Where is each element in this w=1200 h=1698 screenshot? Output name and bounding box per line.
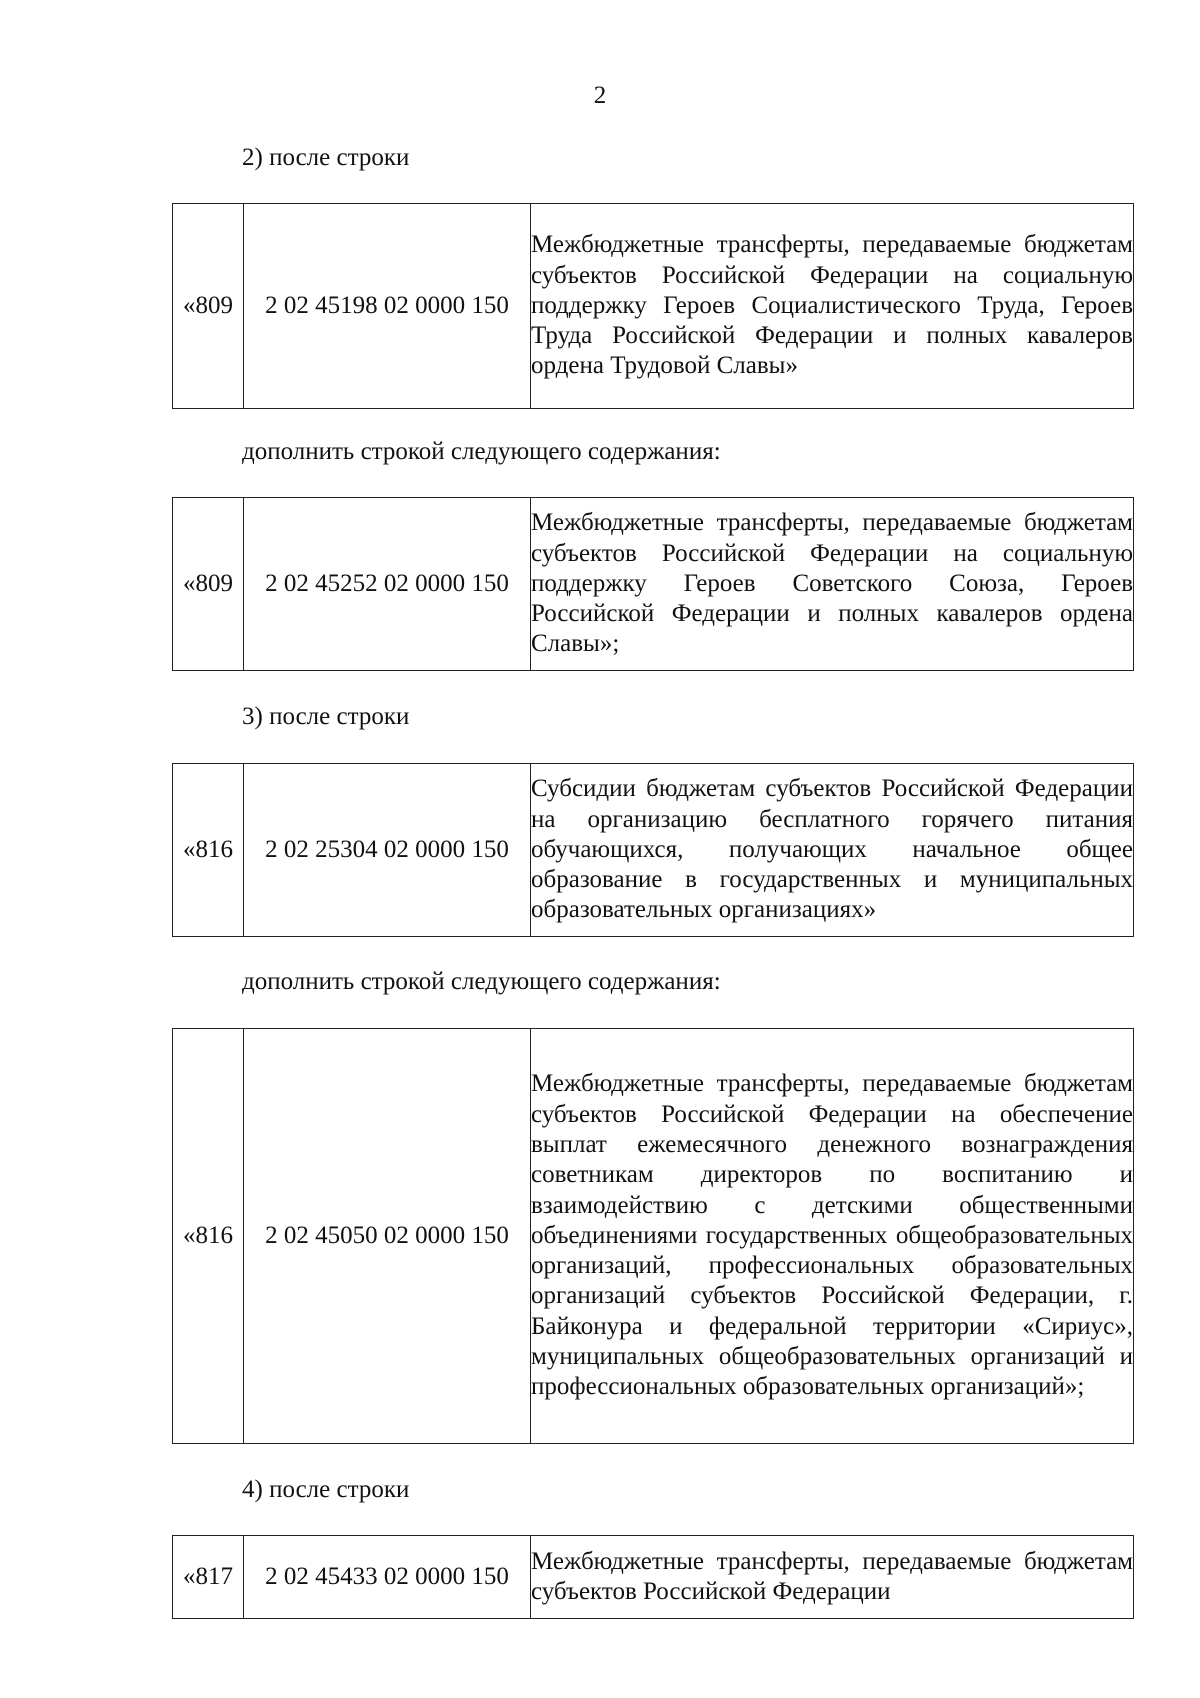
kbk-code-cell: 2 02 45433 02 0000 150	[244, 1536, 531, 1619]
table-row	[173, 204, 1134, 409]
budget-table	[172, 1535, 1134, 1619]
budget-table	[172, 203, 1134, 409]
admin-code-cell: «809	[173, 204, 244, 409]
page-number: 2	[593, 82, 607, 109]
admin-code-cell: «817	[173, 1536, 244, 1619]
table-row	[173, 764, 1134, 937]
kbk-code-cell: 2 02 25304 02 0000 150	[244, 764, 531, 937]
kbk-code-cell: 2 02 45050 02 0000 150	[244, 1029, 531, 1444]
description-cell: Межбюджетные трансферты, передаваемые бюджетам субъектов Российской Федерации на социальную поддержку Героев Социалистического Труда, Героев Труда Российской Федерации и полных кавалеров ордена Трудовой Славы»	[531, 204, 1134, 409]
description-cell: Межбюджетные трансферты, передаваемые бюджетам субъектов Российской Федерации	[531, 1536, 1134, 1619]
table-row	[173, 1536, 1134, 1619]
kbk-code-cell: 2 02 45252 02 0000 150	[244, 498, 531, 671]
section-intro-2: 2) после строки	[242, 144, 410, 171]
table-row	[173, 498, 1134, 671]
section-intro-3: 3) после строки	[242, 703, 410, 730]
section-intro-4: 4) после строки	[242, 1476, 410, 1503]
section-intro-add: дополнить строкой следующего содержания:	[242, 968, 721, 995]
admin-code-cell: «816	[173, 764, 244, 937]
description-cell: Межбюджетные трансферты, передаваемые бюджетам субъектов Российской Федерации на социальную поддержку Героев Советского Союза, Героев Российской Федерации и полных кавалеров ордена Славы»;	[531, 498, 1134, 671]
budget-table	[172, 497, 1134, 671]
admin-code-cell: «809	[173, 498, 244, 671]
description-cell: Субсидии бюджетам субъектов Российской Федерации на организацию бесплатного горячего питания обучающихся, получающих начальное общее образование в государственных и муниципальных образовательных организациях»	[531, 764, 1134, 937]
table-row	[173, 1029, 1134, 1444]
section-intro-add: дополнить строкой следующего содержания:	[242, 438, 721, 465]
budget-table	[172, 763, 1134, 937]
description-cell: Межбюджетные трансферты, передаваемые бюджетам субъектов Российской Федерации на обеспечение выплат ежемесячного денежного вознаграждения советникам директоров по воспитанию и взаимодействию с детскими общественными объединениями государственных общеобразовательных организаций, профессиональных образовательных организаций субъектов Российской Федерации, г. Байконура и федеральной территории «Сириус», муниципальных общеобразовательных организаций и профессиональных образовательных организаций»;	[531, 1029, 1134, 1444]
kbk-code-cell: 2 02 45198 02 0000 150	[244, 204, 531, 409]
admin-code-cell: «816	[173, 1029, 244, 1444]
budget-table	[172, 1028, 1134, 1444]
